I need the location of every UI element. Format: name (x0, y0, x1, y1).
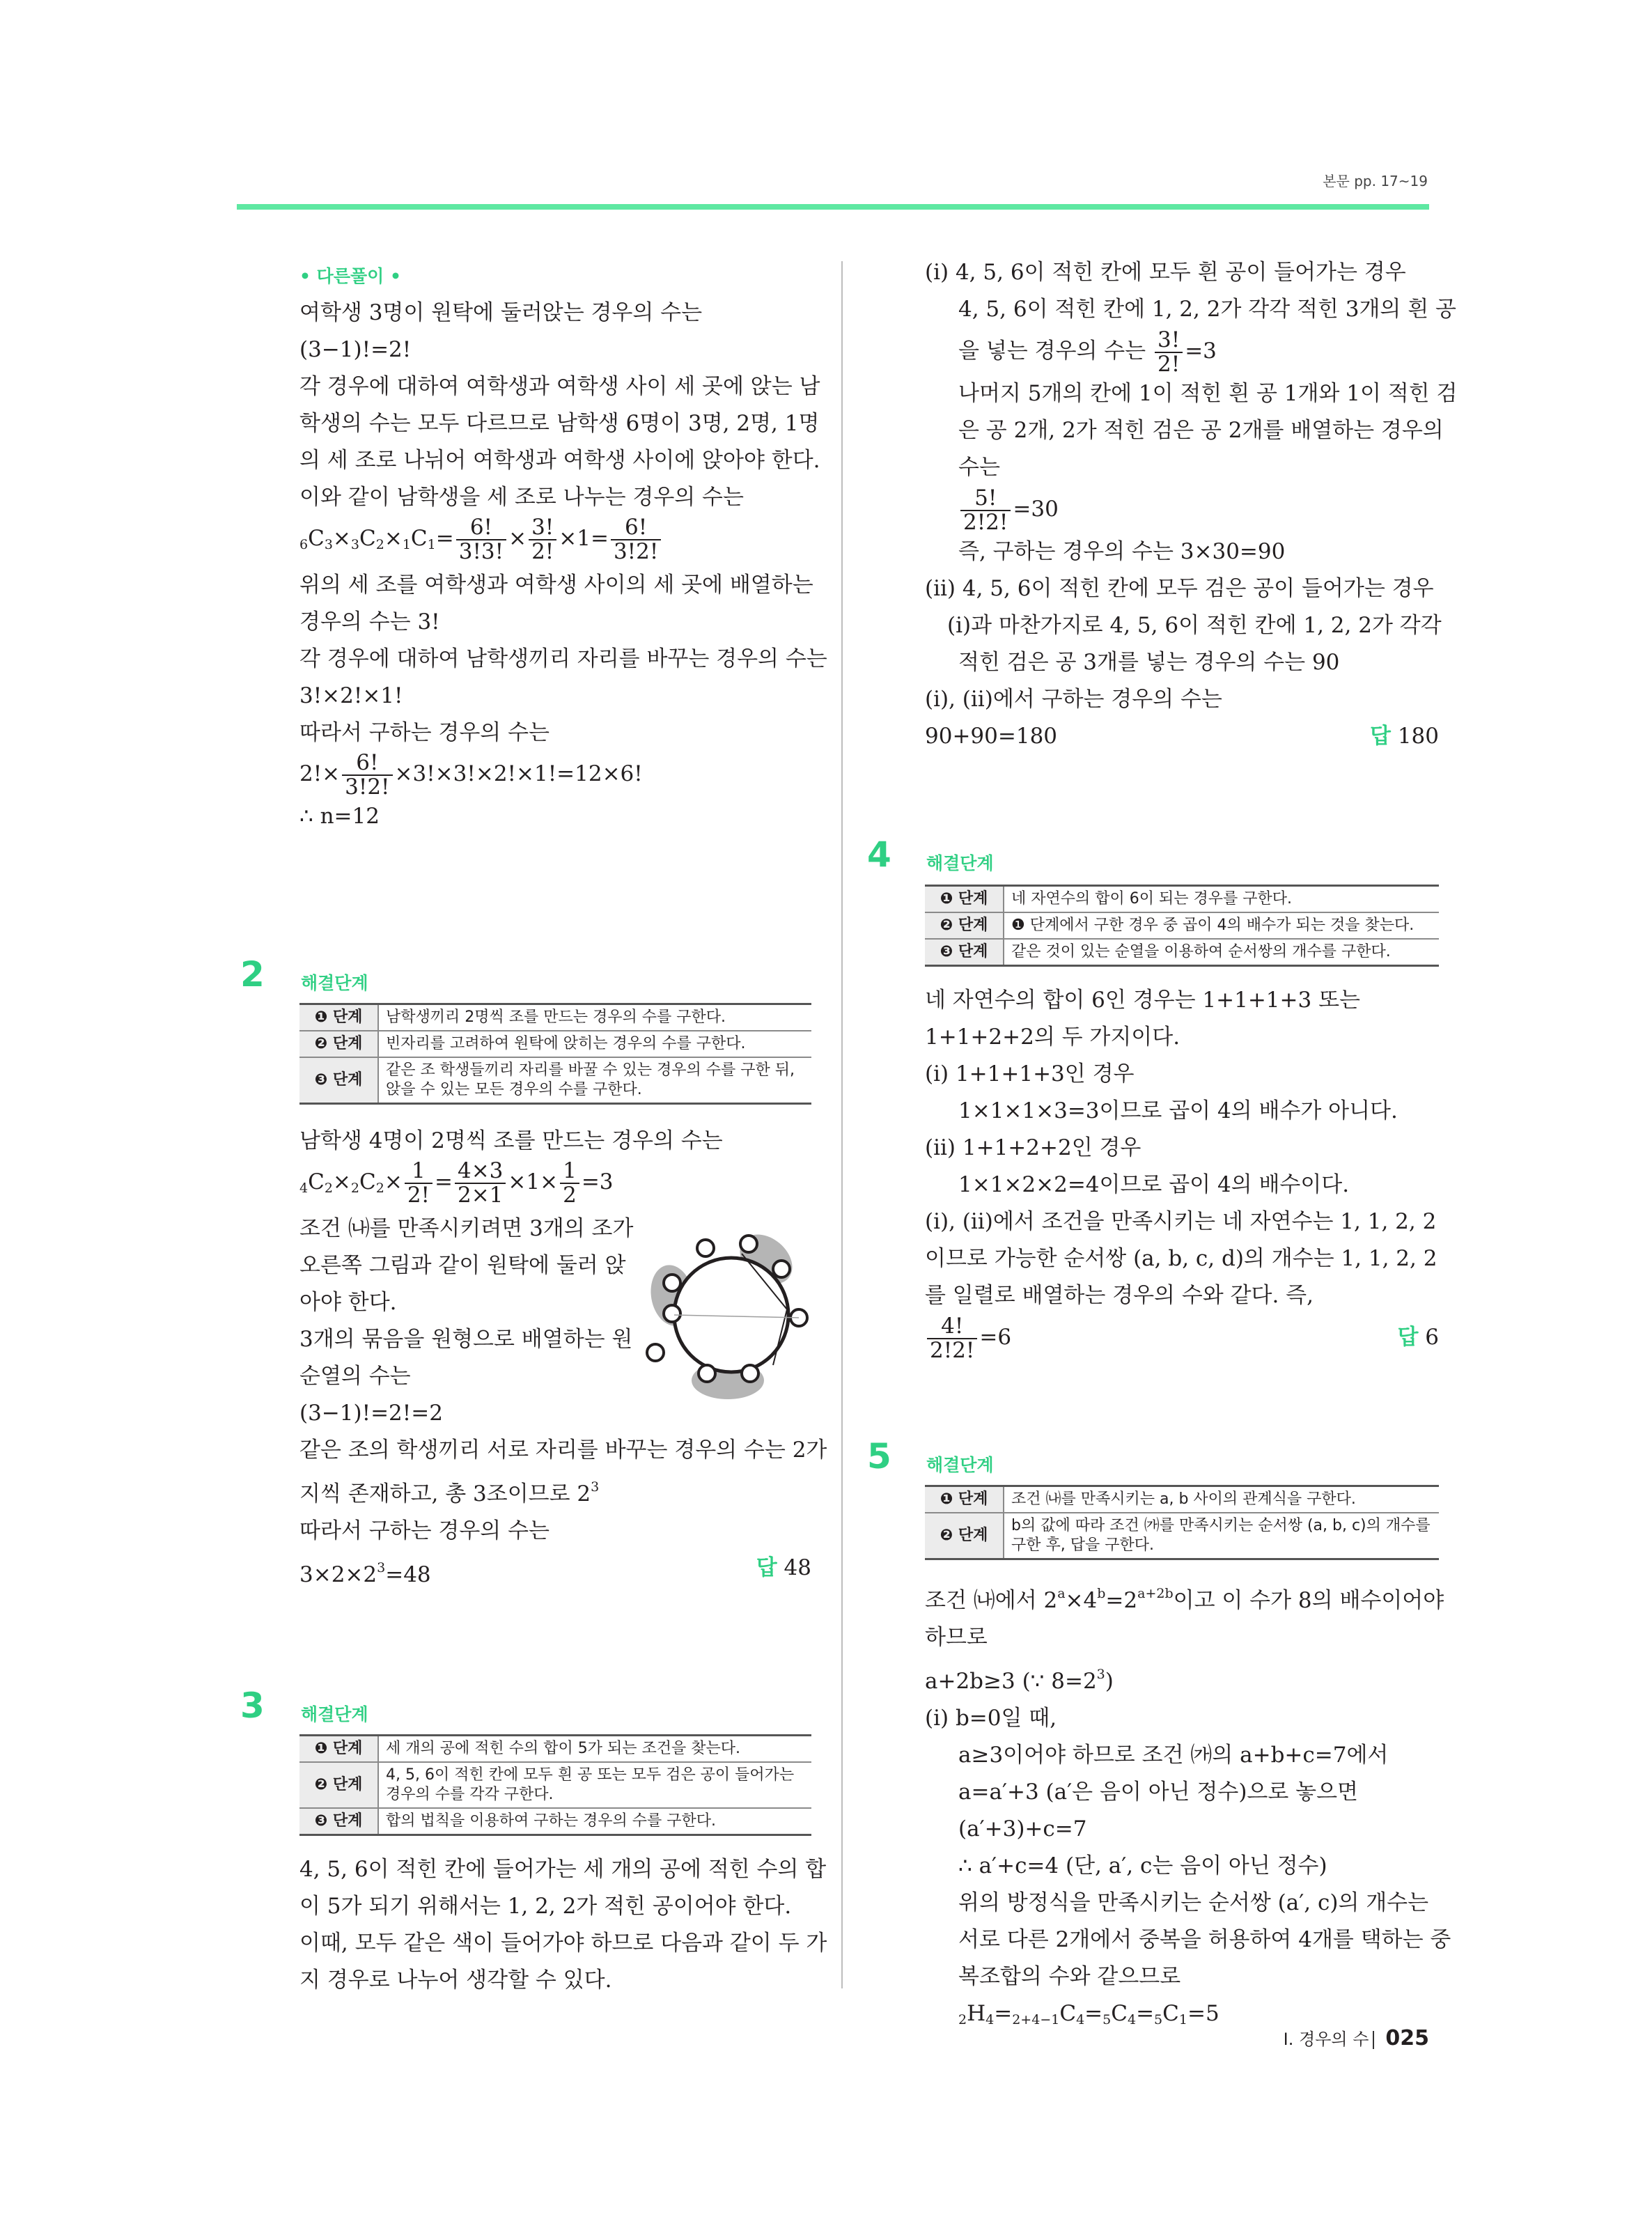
text-line: 순열의 수는 (299, 1364, 411, 1389)
math-text: C (410, 526, 428, 552)
step-text: b의 값에 따라 조건 ㈎를 만족시키는 순서쌍 (a, b, c)의 개수를 구한 후, 답을 구한다. (1004, 1513, 1439, 1559)
denominator: 3!2! (345, 774, 390, 800)
denominator: 2! (1158, 351, 1180, 377)
text-line: 이므로 가능한 순서쌍 (a, b, c, d)의 개수는 1, 1, 2, 2 (925, 1246, 1437, 1271)
step-text: 같은 조 학생들끼리 자리를 바꿀 수 있는 경우의 수를 구한 뒤, 앉을 수 있는 모든 경우의 수를 구한다. (378, 1057, 811, 1104)
text-line: (ⅰ), (ⅱ)에서 조건을 만족시키는 네 자연수는 1, 1, 2, 2 (925, 1209, 1437, 1234)
answer-line (925, 1314, 1439, 1362)
math-text: C (308, 1169, 325, 1195)
alt-solution-label: • 다른풀이 • (299, 266, 401, 286)
step-table (925, 885, 1439, 967)
step-table (925, 1485, 1439, 1560)
step-label: ❸ 단계 (299, 1808, 378, 1835)
formula-line (299, 752, 811, 798)
step-row (925, 1486, 1439, 1513)
step-row (299, 1031, 811, 1057)
text-line: 위의 세 조를 여학생과 여학생 사이의 세 곳에 배열하는 (299, 573, 813, 598)
text-line: 이와 같이 남학생을 세 조로 나누는 경우의 수는 (299, 485, 744, 510)
subscript: 2 (958, 2012, 967, 2027)
text-line: 나머지 5개의 칸에 1이 적힌 흰 공 1개와 1이 적힌 검 (958, 381, 1458, 407)
problem-number: 5 (867, 1436, 891, 1477)
problem4-solution (925, 982, 1439, 1362)
text-line: 서로 다른 2개에서 중복을 허용하여 4개를 택하는 중 (958, 1927, 1451, 1952)
text-line: 따라서 구하는 경우의 수는 (299, 720, 550, 746)
text-line: 를 일렬로 배열하는 경우의 수와 같다. 즉, (925, 1283, 1314, 1308)
math-text: C (1059, 2001, 1077, 2026)
math-text: ×1= (559, 526, 609, 552)
text-line: 4, 5, 6이 적힌 칸에 들어가는 세 개의 공에 적힌 수의 합 (299, 1857, 827, 1882)
subscript: 3 (350, 537, 359, 553)
step-row (299, 1762, 811, 1808)
text-line: 위의 방정식을 만족시키는 순서쌍 (a′, c)의 개수는 (958, 1890, 1429, 1915)
step-text: 4, 5, 6이 적힌 칸에 모두 흰 공 또는 모두 검은 공이 들어가는 경우의 수를 각각 구한다. (378, 1762, 811, 1808)
text-line: 적힌 검은 공 3개를 넣는 경우의 수는 90 (958, 650, 1340, 676)
step-label: ❸ 단계 (925, 939, 1004, 966)
text-line: 이 5가 되기 위해서는 1, 2, 2가 적힌 공이어야 한다. (299, 1894, 792, 1919)
step-text: 세 개의 공에 적힌 수의 합이 5가 되는 조건을 찾는다. (378, 1736, 811, 1763)
text-line: a≥3이어야 하므로 조건 ㈎의 a+b+c=7에서 (958, 1743, 1389, 1768)
text-line: (ⅰ) b=0일 때, (925, 1706, 1057, 1731)
problem-number: 3 (240, 1685, 265, 1726)
superscript: a+2b (1137, 1586, 1174, 1601)
step-label: ❶ 단계 (925, 1486, 1004, 1513)
step-row (925, 886, 1439, 913)
math-text: = (1084, 2001, 1103, 2026)
step-row (925, 912, 1439, 939)
text-line: a=a′+3 (a′은 음이 아닌 정수)으로 놓으면 (958, 1780, 1359, 1805)
page-number: 025 (1385, 2026, 1429, 2050)
step-row (299, 1004, 811, 1031)
step-label: ❸ 단계 (299, 1057, 378, 1104)
math-text: C (1162, 2001, 1179, 2026)
math-text: × (508, 526, 527, 552)
denominator: 2!2! (930, 1337, 975, 1363)
answer-line (925, 718, 1439, 755)
math-text: ×1× (508, 1169, 559, 1195)
text-line: 즉, 구하는 경우의 수는 3×30=90 (958, 539, 1286, 565)
step-row (299, 1736, 811, 1763)
text-line: 아야 한다. (299, 1290, 397, 1316)
math-text: ×3!×3!×2!×1!=12×6! (394, 761, 643, 787)
text-line: 따라서 구하는 경우의 수는 (299, 1518, 550, 1544)
numerator: 4! (927, 1315, 977, 1339)
math-text: = (994, 2001, 1013, 2026)
denominator: 3!3! (458, 538, 504, 564)
subscript: 1 (402, 537, 411, 553)
step-row (925, 939, 1439, 966)
fraction (529, 516, 556, 563)
math-text: C (1111, 2001, 1128, 2026)
math-text: H (967, 2001, 986, 2026)
superscript: 3 (377, 1560, 386, 1576)
step-text: 같은 것이 있는 순열을 이용하여 순서쌍의 개수를 구한다. (1004, 939, 1439, 966)
numerator: 4×3 (455, 1160, 506, 1184)
subscript: 2 (375, 1181, 384, 1197)
step-row (925, 1513, 1439, 1559)
text-line: 조건 ㈏를 만족시키려면 3개의 조가 (299, 1216, 634, 1242)
answer-value: 180 (1397, 724, 1439, 749)
step-text: 빈자리를 고려하여 원탁에 앉히는 경우의 수를 구한다. (378, 1031, 811, 1057)
fraction (611, 516, 661, 563)
denominator: 2! (531, 538, 554, 564)
fraction (960, 487, 1011, 534)
answer-label: 답 (1370, 724, 1391, 749)
denominator: 2 (563, 1182, 577, 1208)
text-line: 의 세 조로 나뉘어 여학생과 여학생 사이에 앉아야 한다. (299, 448, 820, 473)
step-label: ❶ 단계 (299, 1004, 378, 1031)
math-text: C (359, 1169, 376, 1195)
problem3-solution-left (299, 1851, 827, 1999)
superscript: 3 (1096, 1667, 1105, 1682)
math-text: 을 넣는 경우의 수는 (958, 338, 1146, 364)
subscript: 2 (350, 1181, 359, 1197)
answer (1370, 718, 1439, 755)
text-line: 네 자연수의 합이 6인 경우는 1+1+1+3 또는 (925, 988, 1360, 1013)
step-text: ❶ 단계에서 구한 경우 중 곱이 4의 배수가 되는 것을 찾는다. (1004, 912, 1439, 939)
text-line: 경우의 수는 3! (299, 609, 440, 635)
step-title: 해결단계 (926, 853, 994, 873)
math-text: =6 (979, 1325, 1012, 1350)
superscript: b (1097, 1586, 1106, 1601)
math-text: 3×2×2 (299, 1562, 377, 1588)
math-text: 지씩 존재하고, 총 3조이므로 2 (299, 1481, 591, 1507)
subscript: 1 (427, 537, 436, 553)
footer-chapter: Ⅰ. 경우의 수 (1283, 2030, 1369, 2049)
subscript: 1 (1178, 2012, 1187, 2027)
text-line: 은 공 2개, 2가 적힌 검은 공 2개를 배열하는 경우의 (958, 418, 1444, 444)
formula-line (925, 486, 1439, 534)
numerator: 5! (960, 487, 1011, 511)
problem3-solution-right (925, 254, 1458, 755)
math-text: × (332, 526, 351, 552)
text-line: 1×1×1×3=3이므로 곱이 4의 배수가 아니다. (958, 1098, 1398, 1123)
fraction (455, 1160, 506, 1206)
math-text: = (435, 526, 454, 552)
text-line: (3−1)!=2!=2 (299, 1401, 443, 1426)
answer-line (299, 1550, 811, 1594)
step-text: 네 자연수의 합이 6이 되는 경우를 구한다. (1004, 886, 1439, 913)
math-text: =5 (1187, 2001, 1219, 2026)
subscript: 3 (324, 537, 333, 553)
text-line: (ⅰ), (ⅱ)에서 구하는 경우의 수는 (925, 687, 1222, 712)
superscript: a (1057, 1586, 1066, 1601)
text-line: 이때, 모두 같은 색이 들어가야 하므로 다음과 같이 두 가 (299, 1931, 827, 1956)
math-text: =3 (581, 1169, 614, 1195)
math-text: =2 (1105, 1588, 1138, 1613)
denominator: 3!2! (613, 538, 659, 564)
alternative-solution (299, 258, 827, 835)
answer (1397, 1314, 1439, 1360)
fraction (560, 1160, 579, 1206)
math-text: 90+90=180 (925, 724, 1058, 749)
step-text: 남학생끼리 2명씩 조를 만드는 경우의 수를 구한다. (378, 1004, 811, 1031)
math-text: 2!× (299, 761, 341, 787)
math-text: C (359, 526, 376, 552)
math-text: =3 (1185, 338, 1217, 364)
math-text: × (332, 1169, 351, 1195)
answer-label: 답 (1397, 1325, 1419, 1350)
step-title: 해결단계 (301, 973, 368, 993)
formula-line (925, 328, 1439, 375)
step-title: 해결단계 (926, 1455, 994, 1475)
math-text: 이고 이 수가 8의 배수이어야 (1173, 1588, 1444, 1613)
denominator: 2!2! (963, 509, 1008, 535)
answer-value: 6 (1425, 1325, 1439, 1350)
subscript: 5 (1102, 2012, 1112, 2027)
math-text: a+2b≥3 (∵ 8=2 (925, 1669, 1097, 1694)
math-text: ) (1105, 1669, 1114, 1694)
text-line: 지 경우로 나누어 생각할 수 있다. (299, 1968, 612, 1993)
subscript: 2 (375, 537, 384, 553)
subscript: 5 (1154, 2012, 1163, 2027)
text-line: (ⅰ)과 마찬가지로 4, 5, 6이 적힌 칸에 1, 2, 2가 각각 (947, 613, 1442, 639)
text-line: (ⅱ) 4, 5, 6이 적힌 칸에 모두 검은 공이 들어가는 경우 (925, 576, 1434, 602)
step-table (299, 1003, 811, 1105)
step-label: ❷ 단계 (299, 1762, 378, 1808)
column-divider (841, 261, 843, 1988)
math-text: = (1136, 2001, 1155, 2026)
problem5-solution (925, 1575, 1451, 2039)
math-text: =30 (1013, 497, 1059, 522)
math-text: ×4 (1065, 1588, 1098, 1613)
text-line: 학생의 수는 모두 다르므로 남학생 6명이 3명, 2명, 1명 (299, 411, 820, 436)
math-text: 조건 ㈏에서 2 (925, 1588, 1058, 1613)
fraction (405, 1160, 433, 1206)
text-line: (ⅰ) 4, 5, 6이 적힌 칸에 모두 흰 공이 들어가는 경우 (925, 260, 1406, 285)
text-line: 여학생 3명이 원탁에 둘러앉는 경우의 수는 (299, 300, 703, 325)
text-line: 수는 (958, 455, 1000, 481)
header-page-range: 본문 pp. 17~19 (1323, 173, 1428, 189)
text-line: (ⅱ) 1+1+2+2인 경우 (925, 1135, 1141, 1160)
subscript: 4 (299, 1181, 309, 1197)
footer-separator (1373, 2031, 1374, 2049)
superscript: 3 (591, 1479, 600, 1495)
text-line: 각 경우에 대하여 남학생끼리 자리를 바꾸는 경우의 수는 (299, 646, 827, 672)
step-title: 해결단계 (301, 1704, 368, 1724)
step-table (299, 1734, 811, 1836)
math-text: =48 (385, 1562, 431, 1588)
step-text: 합의 법칙을 이용하여 구하는 경우의 수를 구한다. (378, 1808, 811, 1835)
subscript: 4 (985, 2012, 995, 2027)
answer (756, 1550, 811, 1587)
fraction (927, 1315, 977, 1362)
math-text: × (384, 526, 403, 552)
text-line: 1×1×2×2=4이므로 곱이 4의 배수이다. (958, 1172, 1350, 1197)
math-text: × (384, 1169, 403, 1195)
step-label: ❷ 단계 (925, 912, 1004, 939)
text-line (925, 1656, 1439, 1700)
numerator: 6! (456, 516, 506, 540)
text-line: 1+1+2+2의 두 가지이다. (925, 1025, 1180, 1050)
text-line: (a′+3)+c=7 (958, 1816, 1087, 1841)
denominator: 2×1 (457, 1182, 504, 1208)
page-footer (1184, 2025, 1429, 2050)
step-label: ❷ 단계 (925, 1513, 1004, 1559)
answer-label: 답 (756, 1555, 777, 1581)
round-table-figure (644, 1226, 818, 1400)
fraction (342, 752, 392, 798)
fraction (456, 516, 506, 563)
text-line: ∴ n=12 (299, 804, 380, 830)
text-line (299, 1469, 811, 1513)
step-label: ❶ 단계 (299, 1736, 378, 1763)
answer-value: 48 (784, 1555, 811, 1581)
numerator: 6! (342, 752, 392, 776)
text-line: 4, 5, 6이 적힌 칸에 1, 2, 2가 각각 적힌 3개의 흰 공 (958, 297, 1456, 322)
step-label: ❶ 단계 (925, 886, 1004, 913)
step-row (299, 1808, 811, 1835)
subscript: 6 (299, 537, 309, 553)
text-line: 3!×2!×1! (299, 683, 403, 709)
text-line: 같은 조의 학생끼리 서로 자리를 바꾸는 경우의 수는 2가 (299, 1438, 827, 1463)
subscript: 2 (324, 1181, 333, 1197)
subscript: 2+4−1 (1012, 2012, 1060, 2027)
formula-line (299, 516, 811, 567)
text-line: (3−1)!=2! (299, 337, 412, 362)
formula-line (299, 1160, 811, 1210)
numerator: 6! (611, 516, 661, 540)
math-text: = (435, 1169, 453, 1195)
step-row (299, 1057, 811, 1104)
numerator: 3! (1155, 329, 1183, 353)
text-line: 오른쪽 그림과 같이 원탁에 둘러 앉 (299, 1253, 626, 1279)
math-text: C (308, 526, 325, 552)
denominator: 2! (407, 1182, 430, 1208)
text-line: 3개의 묶음을 원형으로 배열하는 원 (299, 1327, 633, 1353)
text-line: 하므로 (925, 1625, 988, 1650)
text-line (925, 1575, 1444, 1619)
numerator: 1 (560, 1160, 579, 1184)
text-line: 복조합의 수와 같으므로 (958, 1964, 1181, 1989)
header-rule (237, 204, 1429, 210)
problem-number: 4 (867, 834, 891, 875)
text-line: 남학생 4명이 2명씩 조를 만드는 경우의 수는 (299, 1128, 723, 1153)
text-line: ∴ a′+c=4 (단, a′, c는 음이 아닌 정수) (958, 1853, 1327, 1878)
problem-number: 2 (240, 954, 265, 995)
subscript: 4 (1127, 2012, 1137, 2027)
fraction (1155, 329, 1183, 375)
numerator: 3! (529, 516, 556, 540)
text-line: 각 경우에 대하여 여학생과 여학생 사이 세 곳에 앉는 남 (299, 374, 820, 399)
step-text: 조건 ㈏를 만족시키는 a, b 사이의 관계식을 구한다. (1004, 1486, 1439, 1513)
text-line: (ⅰ) 1+1+1+3인 경우 (925, 1061, 1135, 1087)
subscript: 4 (1076, 2012, 1085, 2027)
numerator: 1 (405, 1160, 433, 1184)
step-label: ❷ 단계 (299, 1031, 378, 1057)
